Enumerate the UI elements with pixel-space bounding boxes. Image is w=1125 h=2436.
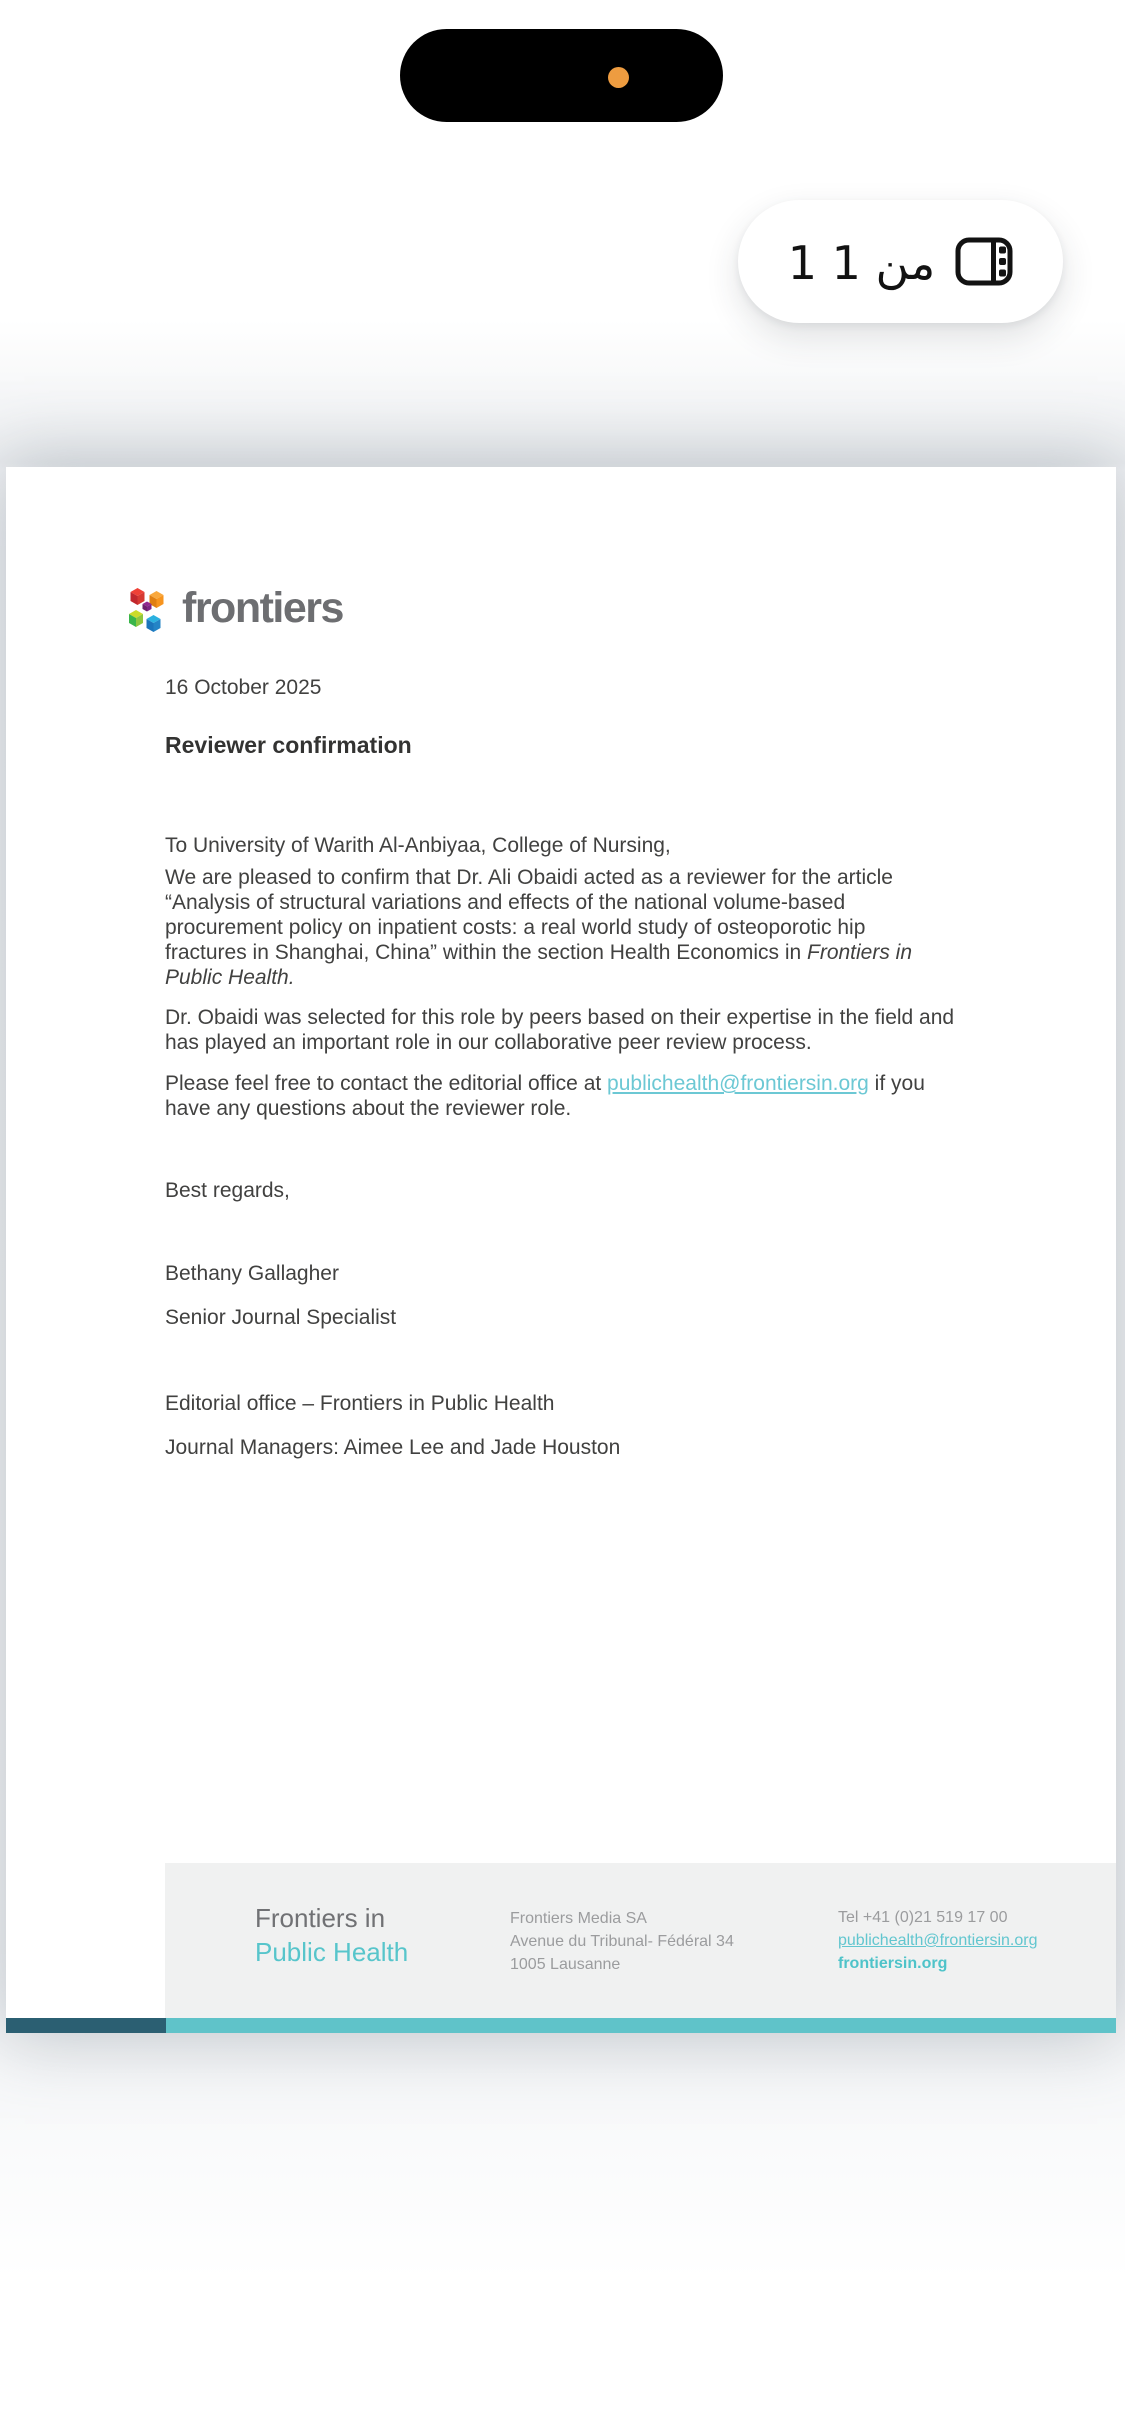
footer-journal-line1: Frontiers in: [255, 1903, 386, 1933]
letter-paragraph-confirmation: We are pleased to confirm that Dr. Ali Obaidi acted as a reviewer for the article “Analysis of structural variations and effects of the national volume-based procurement policy on inpatient costs: a real world study of osteoporotic hip fractures in Shanghai, China” within the section Health Economics in Frontiers in Public Health.: [165, 866, 913, 989]
frontiers-logo-text: frontiers: [182, 583, 343, 632]
letter-recipient: To University of Warith Al-Anbiyaa, College of Nursing,: [165, 834, 671, 857]
footer-teal-bar: [6, 2018, 1116, 2033]
footer-address-line: Avenue du Tribunal- Fédéral 34: [510, 1933, 734, 1950]
body-email-link[interactable]: publichealth@frontiersin.org: [607, 1072, 869, 1095]
footer-address-line: 1005 Lausanne: [510, 1956, 621, 1973]
page-count-pill[interactable]: [738, 200, 1063, 323]
letter-managers: Journal Managers: Aimee Lee and Jade Houston: [165, 1436, 621, 1459]
letter-date: 16 October 2025: [165, 676, 322, 699]
footer-website-link[interactable]: frontiersin.org: [838, 1955, 948, 1972]
footer-journal-line2: Public Health: [255, 1937, 409, 1967]
footer-journal-name: [255, 1901, 408, 1969]
frontiers-cubes-icon: [125, 585, 171, 635]
footer-address: [510, 1907, 734, 1976]
letter-closing: Best regards,: [165, 1179, 290, 1202]
microphone-indicator-dot: [608, 67, 629, 88]
frontiers-logo: [125, 585, 343, 635]
document-footer: [165, 1863, 1116, 2018]
page-thumbnails-icon: [955, 237, 1013, 286]
footer-email-link[interactable]: publichealth@frontiersin.org: [838, 1932, 1038, 1949]
letter-paragraph-contact: Please feel free to contact the editorial office at publichealth@frontiersin.org if you have any questions about the reviewer role.: [165, 1072, 925, 1120]
dynamic-island: [400, 29, 723, 122]
letter-signature-name: Bethany Gallagher: [165, 1262, 339, 1285]
footer-dark-teal-segment: [6, 2018, 166, 2033]
letter-heading: Reviewer confirmation: [165, 732, 412, 758]
letter-signature-title: Senior Journal Specialist: [165, 1306, 397, 1329]
letter-paragraph-role: Dr. Obaidi was selected for this role by peers based on their expertise in the field and has played an important role in our collaborative peer review process.: [165, 1006, 955, 1054]
letter-office: Editorial office – Frontiers in Public Health: [165, 1392, 555, 1415]
footer-tel: Tel +41 (0)21 519 17 00: [838, 1909, 1008, 1926]
page-count-label: 1 من 1: [787, 235, 936, 290]
footer-contact: [838, 1906, 1037, 1975]
pdf-page[interactable]: [6, 467, 1116, 2033]
footer-address-line: Frontiers Media SA: [510, 1910, 647, 1927]
